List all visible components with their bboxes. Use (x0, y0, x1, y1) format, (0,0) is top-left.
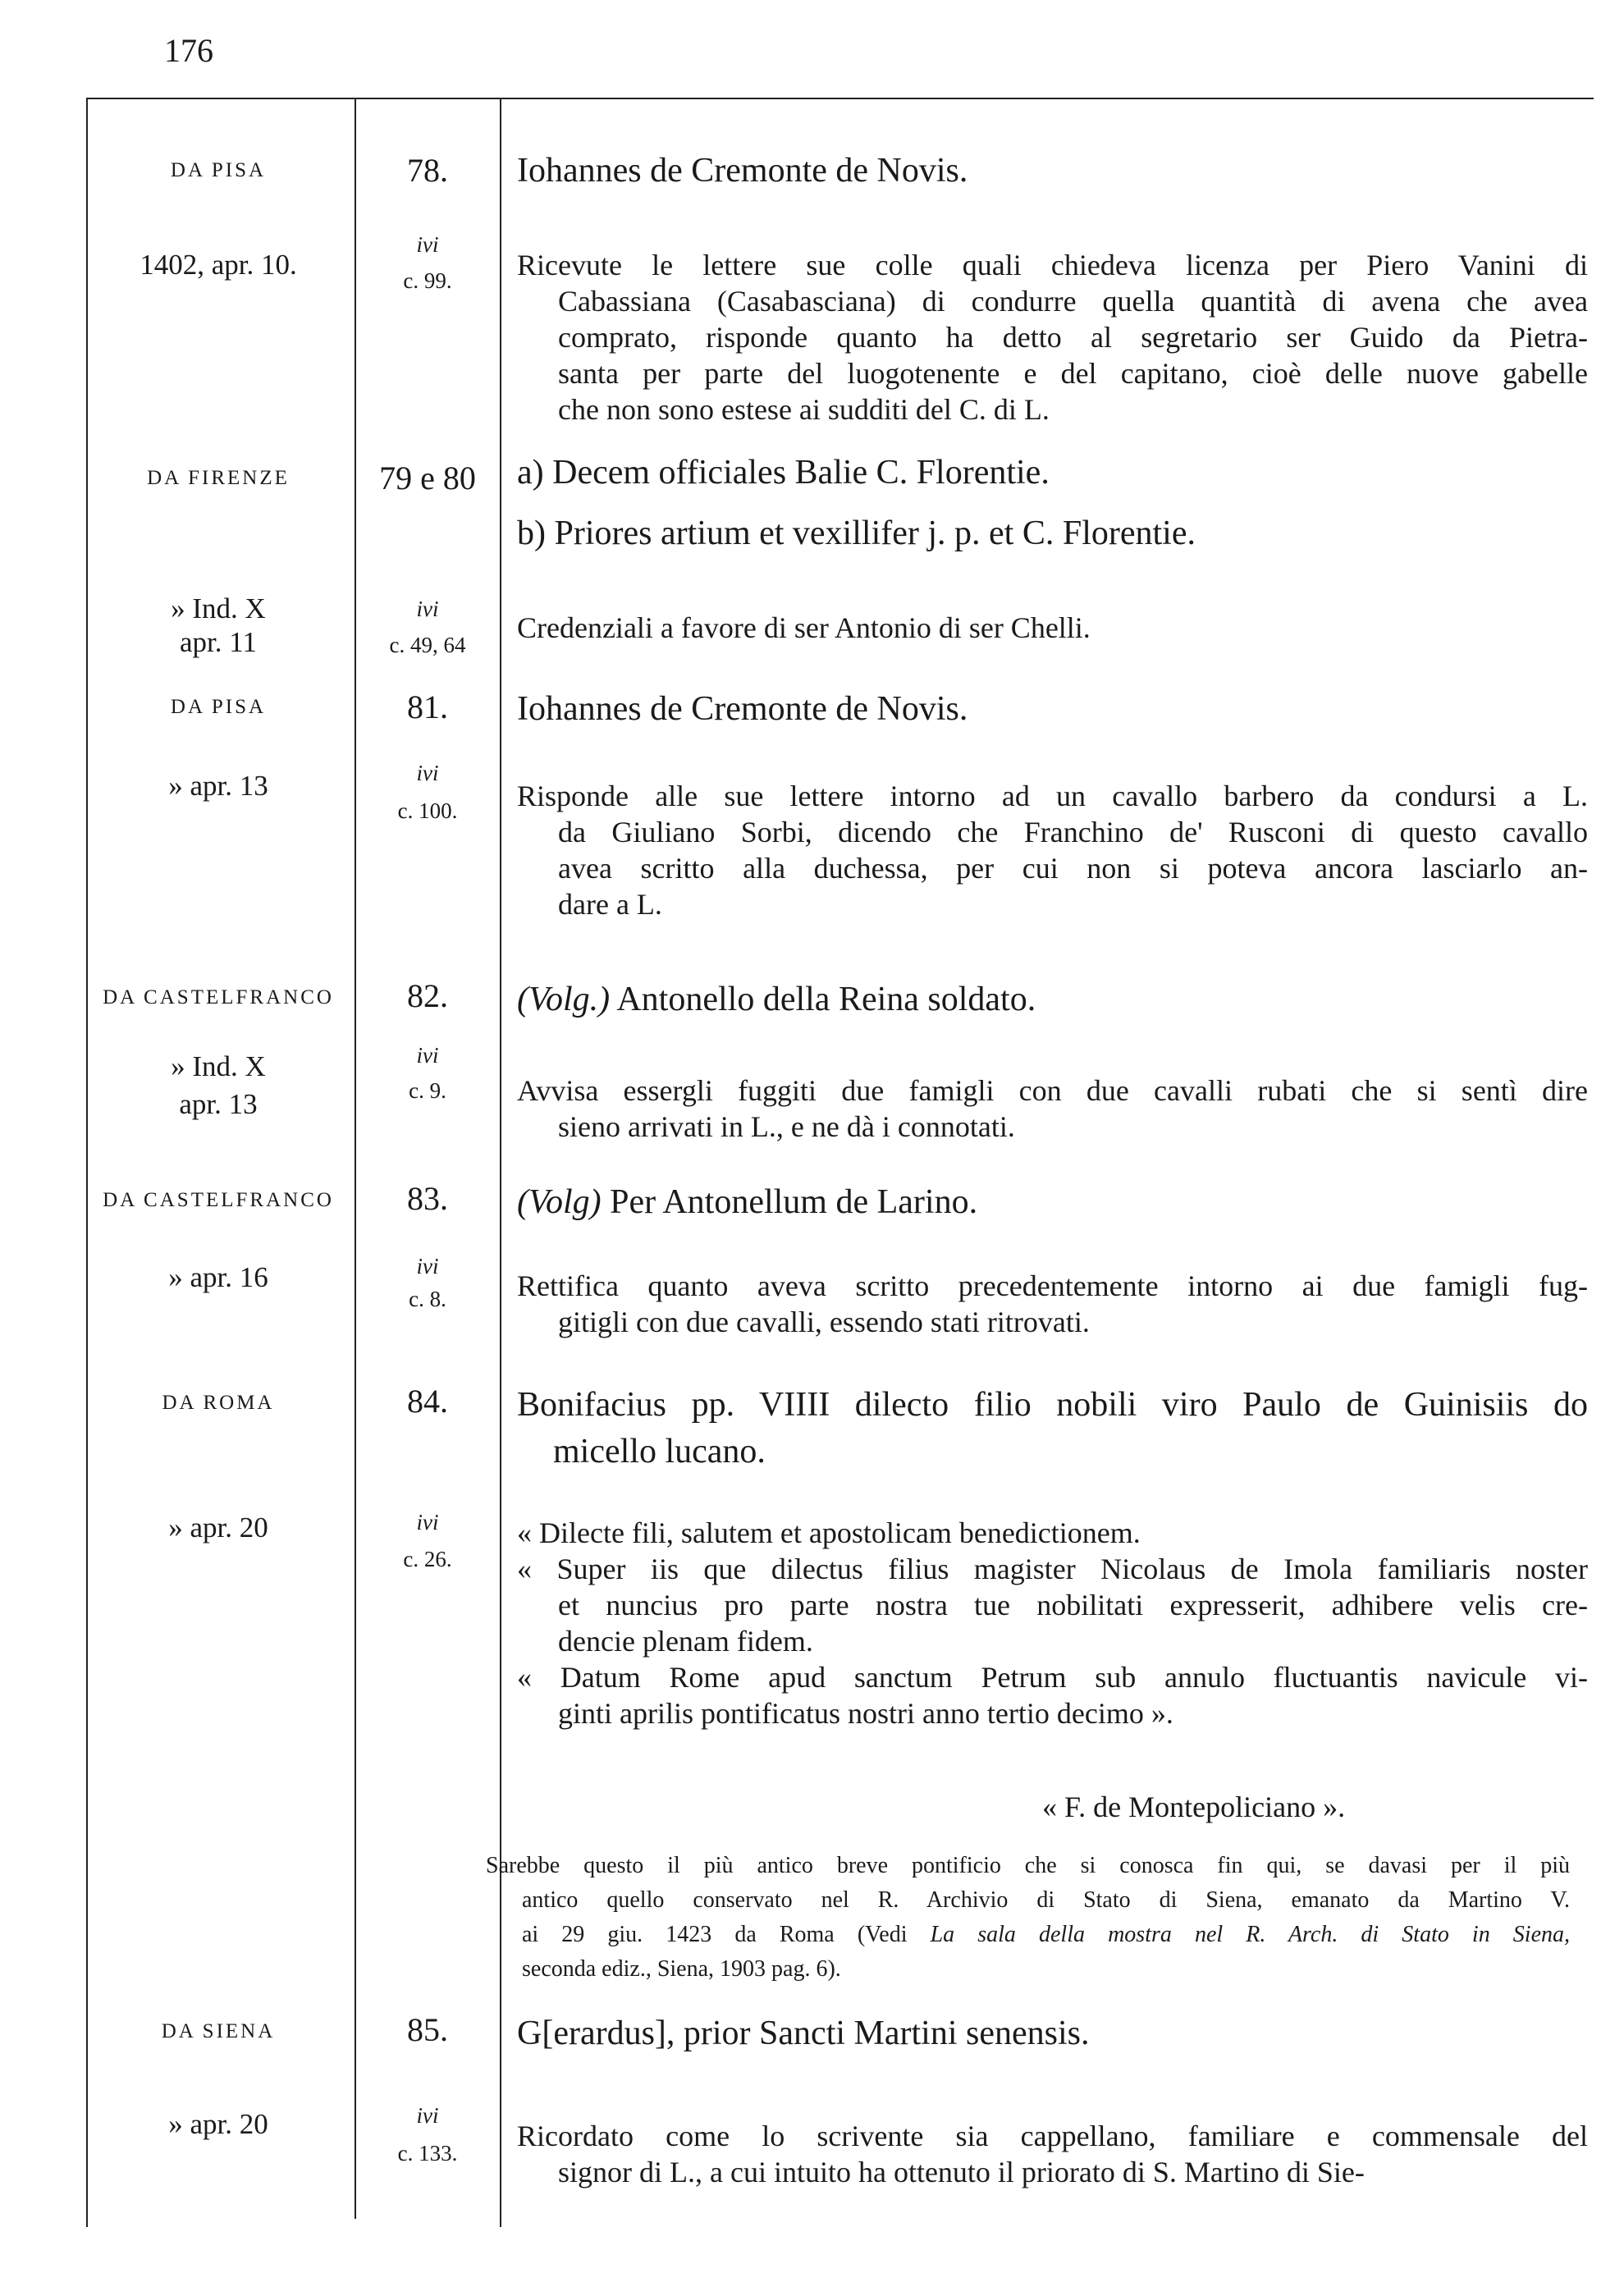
entry-text-line: ginti aprilis pontificatus nostri anno tertio decimo ». (558, 1697, 1173, 1730)
date-label: apr. 13 (179, 1088, 258, 1120)
document-number: 85. (407, 2011, 448, 2048)
sender-place: DA FIRENZE (147, 467, 290, 489)
entry-text-line: comprato, risponde quanto ha detto al segretario ser Guido da Pietra- (558, 321, 1588, 354)
entry-text-line: sieno arrivati in L., e ne dà i connotati. (558, 1110, 1015, 1143)
date-label: 1402, apr. 10. (140, 249, 297, 281)
entry-text-line: Ricevute le lettere sue colle quali chiedeva licenza per Piero Vanini di (517, 249, 1588, 281)
archive-reference: ivi (416, 1510, 439, 1534)
entry-title: G[erardus], prior Sancti Martini senensis. (517, 2015, 1090, 2052)
entry-text-line: signor di L., a cui intuito ha ottenuto il priorato di S. Martino di Sie- (558, 2156, 1365, 2188)
archive-reference: ivi (416, 597, 439, 621)
entry-text-line: dare a L. (558, 888, 662, 921)
note-line: Sarebbe questo il più antico breve pontificio che si conosca fin qui, se davasi per il più (486, 1853, 1570, 1878)
entry-text-line: Cabassiana (Casabasciana) di condurre quella quantità di avena che avea (558, 285, 1588, 318)
archive-reference: c. 133. (397, 2141, 458, 2166)
entry-text-line: avea scritto alla duchessa, per cui non si poteva ancora lasciarlo an- (558, 852, 1588, 885)
sender-place: DA CASTELFRANCO (103, 1189, 334, 1211)
entry-text-line: Rettifica quanto aveva scritto precedentemente intorno ai due famigli fug- (517, 1269, 1588, 1302)
top-rule (87, 98, 1594, 99)
entry-text-line: Avvisa essergli fuggiti due famigli con due cavalli rubati che si sentì dire (517, 1074, 1588, 1107)
note-italic-title: La sala della mostra nel R. Arch. di Stato in Siena, (930, 1922, 1571, 1947)
column-divider-middle (355, 98, 356, 2219)
signature: « F. de Montepoliciano ». (1042, 1791, 1346, 1823)
entry-text-line: da Giuliano Sorbi, dicendo che Franchino de' Rusconi di questo cavallo (558, 816, 1588, 848)
entry-title: a) Decem officiales Balie C. Florentie. (517, 454, 1050, 492)
archive-reference: c. 49, 64 (389, 633, 466, 657)
entry-text-line: Ricordato come lo scrivente sia cappellano, familiare e commensale del (517, 2120, 1588, 2152)
date-label: » Ind. X (171, 592, 266, 624)
entry-title: b) Priores artium et vexillifer j. p. et C. Florentie. (517, 515, 1196, 552)
page-number: 176 (164, 32, 213, 69)
column-divider-left (86, 98, 88, 2227)
entry-title: Iohannes de Cremonte de Novis. (517, 152, 968, 190)
date-label: » apr. 13 (168, 770, 268, 802)
volgare-marker: (Volg.) (517, 981, 611, 1018)
entry-text-line: « Datum Rome apud sanctum Petrum sub annulo fluctuantis navicule vi- (517, 1661, 1588, 1694)
entry-text-line: che non sono estese ai sudditi del C. di L. (558, 393, 1050, 426)
column-divider-right (500, 98, 501, 2227)
sender-place: DA ROMA (162, 1392, 275, 1414)
note-line: seconda ediz., Siena, 1903 pag. 6). (522, 1956, 841, 1982)
archive-reference: c. 8. (409, 1287, 446, 1311)
entry-title: Iohannes de Cremonte de Novis. (517, 690, 968, 728)
volgare-marker: (Volg) (517, 1183, 602, 1221)
sender-place: DA CASTELFRANCO (103, 986, 334, 1008)
note-line (522, 1919, 1570, 1951)
note-text: ai 29 giu. 1423 da Roma (Vedi (522, 1922, 931, 1947)
entry-text-line: Credenziali a favore di ser Antonio di ser Chelli. (517, 611, 1091, 644)
document-number: 84. (407, 1383, 448, 1420)
entry-text-line: dencie plenam fidem. (558, 1625, 813, 1658)
document-number: 82. (407, 977, 448, 1014)
note-line: antico quello conservato nel R. Archivio di Stato di Siena, emanato da Martino V. (522, 1887, 1570, 1913)
archive-reference: c. 26. (403, 1547, 452, 1571)
entry-title: micello lucano. (553, 1432, 766, 1470)
document-number: 81. (407, 688, 448, 725)
date-label: apr. 11 (180, 626, 257, 658)
archive-reference: ivi (416, 232, 439, 257)
sender-place: DA SIENA (161, 2020, 276, 2042)
archive-reference: c. 99. (403, 268, 452, 293)
document-number: 83. (407, 1180, 448, 1217)
archive-reference: c. 9. (409, 1078, 446, 1103)
date-label: » apr. 20 (168, 1512, 268, 1544)
archive-reference: ivi (416, 1043, 439, 1068)
archive-reference: ivi (416, 2103, 439, 2128)
sender-place: DA PISA (170, 159, 267, 181)
archive-reference: ivi (416, 1254, 439, 1278)
date-label: » apr. 20 (168, 2108, 268, 2140)
entry-text-line: « Super iis que dilectus filius magister Nicolaus de Imola familiaris noster (517, 1553, 1588, 1585)
date-label: » apr. 16 (168, 1261, 268, 1293)
archive-reference: c. 100. (397, 798, 458, 823)
document-number: 78. (407, 152, 448, 189)
date-label: » Ind. X (171, 1050, 266, 1082)
sender-place: DA PISA (170, 696, 267, 718)
entry-text-line: santa per parte del luogotenente e del capitano, cioè delle nuove gabelle (558, 357, 1588, 390)
entry-title: Bonifacius pp. VIIII dilecto filio nobili viro Paulo de Guinisiis do (517, 1385, 1588, 1424)
entry-text-line: gitigli con due cavalli, essendo stati ritrovati. (558, 1306, 1090, 1338)
entry-text-line: Risponde alle sue lettere intorno ad un cavallo barbero da condursi a L. (517, 780, 1588, 812)
entry-title: (Volg.) Antonello della Reina soldato. (517, 981, 1036, 1018)
entry-title: (Volg) Per Antonellum de Larino. (517, 1183, 978, 1221)
entry-text-line: « Dilecte fili, salutem et apostolicam benedictionem. (517, 1516, 1141, 1549)
entry-text-line: et nuncius pro parte nostra tue nobilitati expresserit, adhibere velis cre- (558, 1589, 1588, 1621)
archive-reference: ivi (416, 761, 439, 785)
document-number: 79 e 80 (379, 460, 476, 496)
